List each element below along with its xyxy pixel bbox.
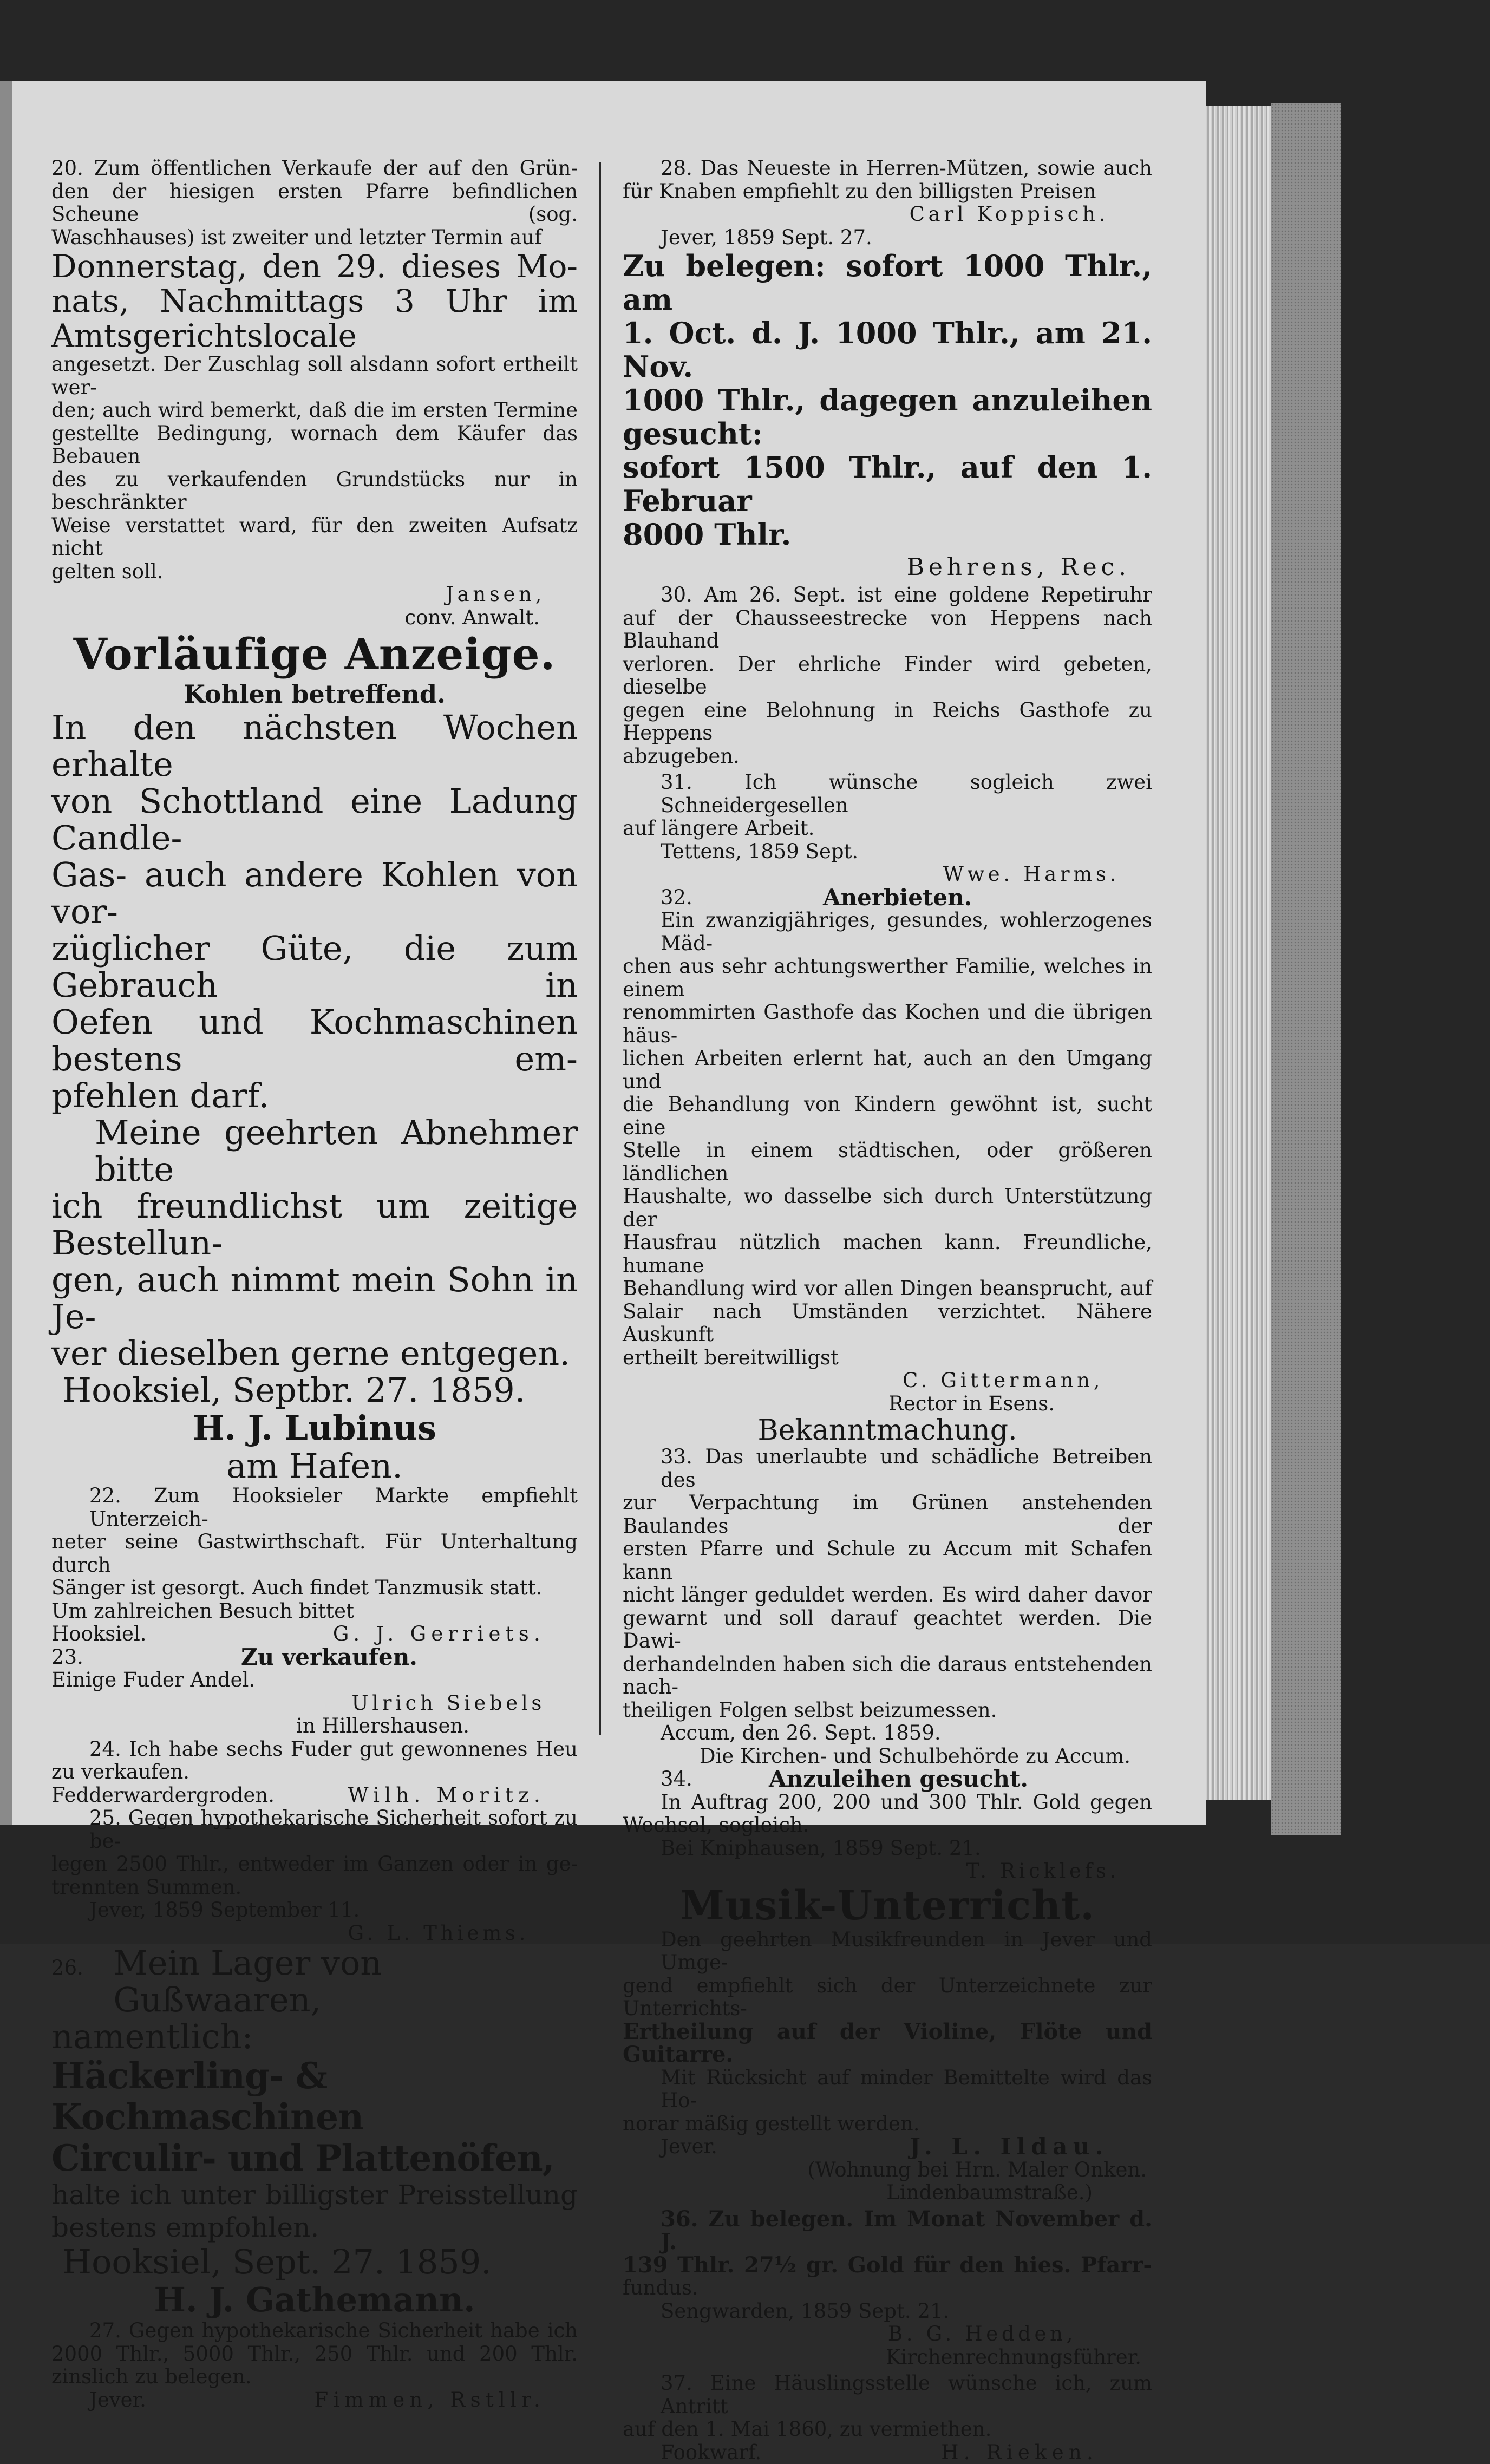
text-line: auf den 1. Mai 1860, zu vermiethen. — [623, 2418, 1152, 2441]
signature-title: conv. Anwalt. — [51, 606, 578, 630]
ad-29 — [623, 249, 1152, 584]
place: Hooksiel. — [51, 1623, 147, 1646]
text-line: abzugeben. — [623, 745, 1152, 768]
place-signature-row — [51, 1784, 578, 1807]
ad-heading: Zu verkaufen. — [241, 1646, 417, 1669]
text-line: die Behandlung von Kindern gewöhnt ist, sucht eine — [623, 1093, 1152, 1139]
text-line: auf längere Arbeit. — [623, 817, 1152, 840]
big-text-line: ver dieselben gerne entgegen. — [51, 1335, 578, 1372]
text-line: Stelle in einem städtischen, oder größeren ländlichen — [623, 1139, 1152, 1185]
text-line: trennten Summen. — [51, 1876, 578, 1899]
place-date: Sengwarden, 1859 Sept. 21. — [623, 2300, 1152, 2323]
signature: Die Kirchen- und Schulbehörde zu Accum. — [623, 1745, 1152, 1768]
text-line: chen aus sehr achtungswerther Familie, welches in einem — [623, 955, 1152, 1001]
text-line: Sänger ist gesorgt. Auch findet Tanzmusik statt. — [51, 1577, 578, 1600]
ad-37 — [623, 2372, 1152, 2464]
text-line: fundus. — [623, 2277, 1152, 2300]
text-line: 22. Zum Hooksieler Markte empfiehlt Unterzeich- — [51, 1485, 578, 1531]
text-line: Um zahlreichen Besuch bittet — [51, 1600, 578, 1623]
text-line: Salair nach Umständen verzichtet. Nähere Auskunft — [623, 1300, 1152, 1347]
text-line: Weise verstattet ward, für den zweiten Aufsatz nicht — [51, 514, 578, 560]
text-line: 37. Eine Häuslingsstelle wünsche ich, zum Antritt — [623, 2372, 1152, 2418]
address-line: (Wohnung bei Hrn. Maler Onken. — [623, 2159, 1152, 2182]
big-text-line: Meine geehrten Abnehmer bitte — [51, 1114, 578, 1188]
text-line: norar mäßig gestellt werden. — [623, 2113, 1152, 2136]
place-date: Bei Kniphausen, 1859 Sept. 21. — [623, 1837, 1152, 1860]
text-line: nicht länger geduldet werden. Es wird daher davor — [623, 1584, 1152, 1607]
place-signature-row — [51, 1623, 578, 1646]
signature: G. J. Gerriets. — [333, 1623, 578, 1646]
text-line: gestellte Bedingung, wornach dem Käufer das Bebauen — [51, 422, 578, 468]
big-text-line: pfehlen darf. — [51, 1077, 578, 1114]
signature: Jansen, — [51, 583, 578, 606]
place-date: Hooksiel, Sept. 27. 1859. — [51, 2244, 578, 2280]
text-line: für Knaben empfiehlt zu den billigsten Preisen — [623, 180, 1152, 204]
text-line: den; auch wird bemerkt, daß die im ersten Termine — [51, 399, 578, 422]
text-line: auf der Chausseestrecke von Heppens nach Blauhand — [623, 607, 1152, 653]
text-line: ertheilt bereitwilligst — [623, 1347, 1152, 1370]
text-line: zu verkaufen. — [51, 1761, 578, 1784]
big-text-line: In den nächsten Wochen erhalte — [51, 709, 578, 783]
bold-product-line: Circulir- und Plattenöfen, — [51, 2138, 578, 2179]
text-line: 30. Am 26. Sept. ist eine goldene Repetiruhr — [623, 584, 1152, 607]
ad-23 — [51, 1646, 578, 1738]
place: Fookwarf. — [623, 2441, 761, 2464]
signature: Fimmen, Rstllr. — [315, 2389, 578, 2412]
place-date: Jever, 1859 September 11. — [51, 1899, 578, 1922]
text-line: gegen eine Belohnung in Reichs Gasthofe zu Heppens — [623, 699, 1152, 745]
big-text-line: 8000 Thlr. — [623, 518, 1152, 551]
book-cover — [1271, 103, 1341, 1835]
big-text-line: namentlich: — [51, 2018, 578, 2055]
big-text-line: nats, Nachmittags 3 Uhr im — [51, 284, 578, 318]
place-date: Tettens, 1859 Sept. — [623, 840, 1152, 864]
ad-heading: Musik-Unterricht. — [623, 1883, 1152, 1929]
text-line: Wechsel, sogleich. — [623, 1814, 1152, 1837]
big-text-line: züglicher Güte, die zum Gebrauch in — [51, 930, 578, 1004]
ad-31 — [623, 771, 1152, 886]
text-line: Ein zwanzigjähriges, gesundes, wohlerzogenes Mäd- — [623, 909, 1152, 955]
ad-heading: Anerbieten. — [823, 886, 972, 910]
advertiser-name: H. J. Gathemann. — [51, 2280, 578, 2319]
text-line: gelten soll. — [51, 560, 578, 584]
number-heading-row — [51, 1646, 578, 1669]
ad-36 — [623, 2208, 1152, 2369]
big-text-line: sofort 1500 Thlr., auf den 1. Februar — [623, 450, 1152, 518]
text-line: In Auftrag 200, 200 und 300 Thlr. Gold gegen — [623, 1791, 1152, 1814]
page-stack-edge — [1206, 106, 1271, 1800]
text-line: 2000 Thlr., 5000 Thlr., 250 Thlr. und 200 Thlr. — [51, 2343, 578, 2366]
text-line: 27. Gegen hypothekarische Sicherheit habe ich — [51, 2319, 578, 2343]
text-line: halte ich unter billigster Preisstellung — [51, 2179, 578, 2211]
signature: B. G. Hedden, — [623, 2323, 1152, 2346]
ad-26 — [51, 1945, 578, 2319]
text-line: 31. Ich wünsche sogleich zwei Schneidergesellen — [623, 771, 1152, 817]
text-line: 25. Gegen hypothekarische Sicherheit sofort zu be- — [51, 1807, 578, 1853]
text-line: 28. Das Neueste in Herren-Mützen, sowie auch — [623, 157, 1152, 180]
signature: G. L. Thiems. — [51, 1922, 578, 1945]
ad-subheading: Kohlen betreffend. — [51, 679, 578, 709]
signature: C. Gittermann, — [623, 1369, 1152, 1393]
signature: Wwe. Harms. — [623, 863, 1152, 886]
big-text-line: Amtsgerichtslocale — [51, 318, 578, 353]
text-line: legen 2500 Thlr., entweder im Ganzen oder in ge- — [51, 1853, 578, 1876]
text-line: gewarnt und soll darauf geachtet werden. Die Dawi- — [623, 1607, 1152, 1653]
place-signature-row — [51, 2389, 578, 2412]
number-heading-row — [623, 886, 1152, 910]
ad-32 — [623, 886, 1152, 1416]
text-line: lichen Arbeiten erlernt hat, auch an den Umgang und — [623, 1047, 1152, 1093]
text-line: Behandlung wird vor allen Dingen beansprucht, auf — [623, 1277, 1152, 1300]
text-line: 20. Zum öffentlichen Verkaufe der auf den Grün- — [51, 157, 578, 180]
text-line: zinslich zu belegen. — [51, 2365, 578, 2389]
address-line: Lindenbaumstraße.) — [623, 2181, 1152, 2205]
column-rule — [599, 162, 601, 1735]
book-left-edge — [0, 81, 12, 1825]
ad-22 — [51, 1485, 578, 1646]
big-text-line: gen, auch nimmt mein Sohn in Je- — [51, 1262, 578, 1335]
left-column — [51, 157, 578, 2411]
text-line: renommirten Gasthofe das Kochen und die übrigen häus- — [623, 1001, 1152, 1047]
bold-product-line: Häckerling- & Kochmaschinen — [51, 2055, 578, 2138]
ad-number: 34. — [623, 1768, 769, 1791]
text-line: des zu verkaufenden Grundstücks nur in beschränkter — [51, 468, 578, 514]
text-line: Einige Fuder Andel. — [51, 1669, 578, 1692]
advertiser-name: H. J. Lubinus — [51, 1409, 578, 1448]
ad-number: 32. — [623, 886, 823, 910]
place-signature-row — [623, 2441, 1152, 2464]
signature: J. L. Ildau. — [910, 2135, 1152, 2159]
text-line: Mit Rücksicht auf minder Bemittelte wird das Ho- — [623, 2067, 1152, 2113]
place-date: Accum, den 26. Sept. 1859. — [623, 1722, 1152, 1745]
text-line: zur Verpachtung im Grünen anstehenden Baulandes der — [623, 1492, 1152, 1538]
advertiser-sub: am Hafen. — [51, 1448, 578, 1485]
big-text-line: Mein Lager von Gußwaaren, — [113, 1945, 578, 2018]
place: Jever. — [623, 2135, 717, 2159]
text-line: 24. Ich habe sechs Fuder gut gewonnenes Heu — [51, 1738, 578, 1761]
text-line: Waschhauses) ist zweiter und letzter Termin auf — [51, 226, 578, 250]
right-column — [623, 157, 1152, 2464]
number-line-row — [51, 1945, 578, 2018]
text-line: 33. Das unerlaubte und schädliche Betreiben des — [623, 1446, 1152, 1492]
text-line: neter seine Gastwirthschaft. Für Unterhaltung durch — [51, 1531, 578, 1577]
signature: Carl Koppisch. — [623, 203, 1152, 226]
big-text-line: 1000 Thlr., dagegen anzuleihen gesucht: — [623, 383, 1152, 450]
big-text-line: ich freundlichst um zeitige Bestellun- — [51, 1188, 578, 1262]
text-line: Den geehrten Musikfreunden in Jever und Umge- — [623, 1929, 1152, 1975]
ad-20 — [51, 157, 578, 629]
text-line: derhandelnden haben sich die daraus entstehenden nach- — [623, 1653, 1152, 1699]
text-line: 139 Thlr. 27½ gr. Gold für den hies. Pfarr- — [623, 2254, 1152, 2277]
signature-sub: Kirchenrechnungsführer. — [623, 2346, 1152, 2369]
ad-24 — [51, 1738, 578, 1807]
signature: H. Rieken. — [941, 2441, 1152, 2464]
ad-heading: Vorläufige Anzeige. — [51, 629, 578, 679]
text-line: 36. Zu belegen. Im Monat November d. J. — [623, 2208, 1152, 2254]
signature: Ulrich Siebels — [51, 1692, 578, 1715]
text-line: bestens empfohlen. — [51, 2211, 578, 2244]
big-text-line: Donnerstag, den 29. dieses Mo- — [51, 249, 578, 284]
ad-27 — [51, 2319, 578, 2411]
ad-heading: Anzuleihen gesucht. — [769, 1768, 1028, 1791]
ad-35 — [623, 1883, 1152, 2205]
text-line: gend empfiehlt sich der Unterzeichnete zur Unterrichts- — [623, 1975, 1152, 2021]
signature-sub: Rector in Esens. — [623, 1393, 1152, 1416]
big-text-line: Gas- auch andere Kohlen von vor- — [51, 857, 578, 930]
text-line: den der hiesigen ersten Pfarre befindlichen Scheune (sog. — [51, 180, 578, 226]
big-text-line: Zu belegen: sofort 1000 Thlr., am — [623, 249, 1152, 316]
text-line: verloren. Der ehrliche Finder wird gebeten, dieselbe — [623, 653, 1152, 699]
text-line: Hausfrau nützlich machen kann. Freundliche, humane — [623, 1231, 1152, 1277]
text-line: Ertheilung auf der Violine, Flöte und Guitarre. — [623, 2021, 1152, 2067]
ad-25 — [51, 1807, 578, 1945]
ad-number: 23. — [51, 1646, 241, 1669]
signature: Wilh. Moritz. — [348, 1784, 578, 1807]
big-text-line: 1. Oct. d. J. 1000 Thlr., am 21. Nov. — [623, 316, 1152, 383]
text-line: theiligen Folgen selbst beizumessen. — [623, 1699, 1152, 1722]
ad-30 — [623, 584, 1152, 768]
signature-sub: in Hillershausen. — [51, 1715, 578, 1738]
text-line: ersten Pfarre und Schule zu Accum mit Schafen kann — [623, 1538, 1152, 1584]
number-heading-row — [623, 1768, 1152, 1791]
big-text-line: von Schottland eine Ladung Candle- — [51, 783, 578, 857]
place: Jever. — [51, 2389, 146, 2412]
ad-34 — [623, 1768, 1152, 1883]
ad-28 — [623, 157, 1152, 249]
signature: T. Ricklefs. — [623, 1860, 1152, 1883]
ad-33 — [623, 1415, 1152, 1768]
place-signature-row — [623, 2135, 1152, 2159]
place-date: Hooksiel, Septbr. 27. 1859. — [51, 1372, 578, 1409]
big-text-line: Oefen und Kochmaschinen bestens em- — [51, 1004, 578, 1077]
place-date: Jever, 1859 Sept. 27. — [623, 226, 1152, 250]
text-line: angesetzt. Der Zuschlag soll alsdann sofort ertheilt wer- — [51, 353, 578, 399]
ad-21 — [51, 629, 578, 1485]
text-line: Haushalte, wo dasselbe sich durch Unterstützung der — [623, 1185, 1152, 1231]
place: Fedderwardergroden. — [51, 1784, 275, 1807]
ad-heading: Bekanntmachung. — [623, 1415, 1152, 1446]
signature: Behrens, Rec. — [623, 551, 1152, 584]
ad-number: 26. — [51, 1957, 113, 1980]
